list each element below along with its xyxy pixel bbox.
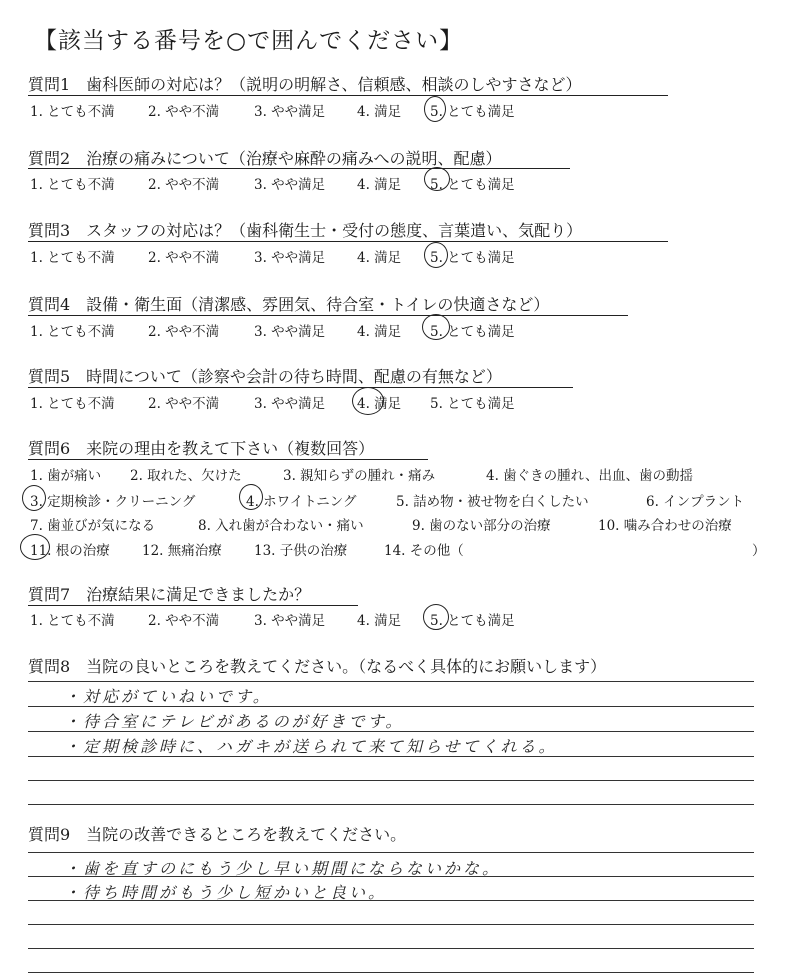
reason-option[interactable]: 9. 歯のない部分の治療 — [412, 518, 551, 534]
option-3[interactable]: 3. やや満足 — [254, 613, 326, 629]
reason-option[interactable]: 4. 歯ぐきの腫れ、出血、歯の動揺 — [486, 468, 693, 484]
selection-circle — [424, 242, 448, 268]
question-label: 質問6 来院の理由を教えて下さい（複数回答） — [28, 439, 375, 458]
reason-option[interactable]: 13. 子供の治療 — [254, 543, 348, 559]
option-1[interactable]: 1. とても不満 — [30, 104, 115, 120]
option-5[interactable]: 5. とても満足 — [430, 613, 515, 629]
question-label: 質問5 時間について（診察や会計の待ち時間、配慮の有無など） — [28, 367, 502, 386]
option-5[interactable]: 5. とても満足 — [430, 324, 515, 340]
selection-circle — [424, 96, 446, 122]
underline — [28, 605, 358, 606]
question-label: 質問1 歯科医師の対応は？（説明の明解さ、信頼感、相談のしやすさなど） — [28, 75, 582, 94]
option-4[interactable]: 4. 満足 — [357, 104, 402, 120]
option-2[interactable]: 2. やや不満 — [148, 613, 220, 629]
option-4[interactable]: 4. 満足 — [357, 613, 402, 629]
option-3[interactable]: 3. やや満足 — [254, 324, 326, 340]
answer-line — [28, 681, 754, 682]
option-1[interactable]: 1. とても不満 — [30, 177, 115, 193]
underline — [28, 459, 428, 460]
question-label: 質問9 当院の改善できるところを教えてください。 — [28, 825, 407, 844]
reason-option[interactable]: 6. インプラント — [646, 494, 745, 510]
selection-circle — [422, 314, 450, 340]
option-2[interactable]: 2. やや不満 — [148, 250, 220, 266]
answer-line — [28, 972, 754, 973]
reason-option[interactable]: 1. 歯が痛い — [30, 468, 102, 484]
option-1[interactable]: 1. とても不満 — [30, 250, 115, 266]
question-label: 質問2 治療の痛みについて（治療や麻酔の痛みへの説明、配慮） — [28, 149, 502, 168]
option-1[interactable]: 1. とても不満 — [30, 396, 115, 412]
reason-option[interactable]: 2. 取れた、欠けた — [130, 468, 242, 484]
reason-option[interactable]: 8. 入れ歯が合わない・痛い — [198, 518, 364, 534]
selection-circle — [424, 167, 450, 191]
question-label: 質問8 当院の良いところを教えてください。（なるべく具体的にお願いします） — [28, 657, 607, 676]
reason-option[interactable]: 10. 噛み合わせの治療 — [598, 518, 732, 534]
reason-option[interactable]: 7. 歯並びが気になる — [30, 518, 156, 534]
reason-option[interactable]: 3. 定期検診・クリーニング — [30, 494, 196, 510]
option-3[interactable]: 3. やや満足 — [254, 177, 326, 193]
selection-circle — [20, 534, 50, 560]
option-5[interactable]: 5. とても満足 — [430, 396, 515, 412]
handwritten-answer: ・対応がていねいです。 — [64, 687, 272, 706]
question-label: 質問7 治療結果に満足できましたか？ — [28, 585, 311, 604]
reason-option[interactable]: 12. 無痛治療 — [142, 543, 222, 559]
other-close-paren: ） — [752, 543, 766, 559]
page-title: 【該当する番号を○で囲んでください】 — [34, 28, 464, 54]
answer-line — [28, 948, 754, 949]
option-5[interactable]: 5. とても満足 — [430, 104, 515, 120]
reason-option[interactable]: 4. ホワイトニング — [246, 494, 357, 510]
handwritten-answer: ・待合室にテレビがあるのが好きです。 — [64, 712, 405, 731]
underline — [28, 241, 668, 242]
selection-circle — [22, 485, 46, 511]
underline — [28, 95, 668, 96]
option-2[interactable]: 2. やや不満 — [148, 396, 220, 412]
answer-line — [28, 924, 754, 925]
handwritten-answer: ・定期検診時に、ハガキが送られて来て知らせてくれる。 — [64, 737, 558, 756]
selection-circle — [423, 604, 449, 630]
option-3[interactable]: 3. やや満足 — [254, 396, 326, 412]
option-1[interactable]: 1. とても不満 — [30, 613, 115, 629]
underline — [28, 315, 628, 316]
selection-circle — [239, 484, 263, 510]
selection-circle — [352, 387, 384, 415]
reason-option-other[interactable]: 14. その他（ — [384, 543, 464, 559]
option-3[interactable]: 3. やや満足 — [254, 104, 326, 120]
option-4[interactable]: 4. 満足 — [357, 250, 402, 266]
handwritten-answer: ・待ち時間がもう少し短かいと良い。 — [64, 883, 388, 902]
reason-option[interactable]: 11. 根の治療 — [30, 543, 110, 559]
answer-line — [28, 804, 754, 805]
underline — [28, 387, 573, 388]
question-label: 質問3 スタッフの対応は？（歯科衛生士・受付の態度、言葉遣い、気配り） — [28, 221, 583, 240]
option-4[interactable]: 4. 満足 — [357, 396, 402, 412]
option-3[interactable]: 3. やや満足 — [254, 250, 326, 266]
underline — [28, 168, 570, 169]
option-2[interactable]: 2. やや不満 — [148, 104, 220, 120]
reason-option[interactable]: 5. 詰め物・被せ物を白くしたい — [396, 494, 589, 510]
option-2[interactable]: 2. やや不満 — [148, 177, 220, 193]
option-5[interactable]: 5. とても満足 — [430, 250, 515, 266]
option-5[interactable]: 5. とても満足 — [430, 177, 515, 193]
answer-line — [28, 780, 754, 781]
answer-line — [28, 852, 754, 853]
option-4[interactable]: 4. 満足 — [357, 177, 402, 193]
handwritten-answer: ・歯を直すのにもう少し早い期間にならないかな。 — [64, 859, 502, 878]
option-4[interactable]: 4. 満足 — [357, 324, 402, 340]
option-1[interactable]: 1. とても不満 — [30, 324, 115, 340]
reason-option[interactable]: 3. 親知らずの腫れ・痛み — [283, 468, 436, 484]
question-label: 質問4 設備・衛生面（清潔感、雰囲気、待合室・トイレの快適さなど） — [28, 295, 550, 314]
option-2[interactable]: 2. やや不満 — [148, 324, 220, 340]
